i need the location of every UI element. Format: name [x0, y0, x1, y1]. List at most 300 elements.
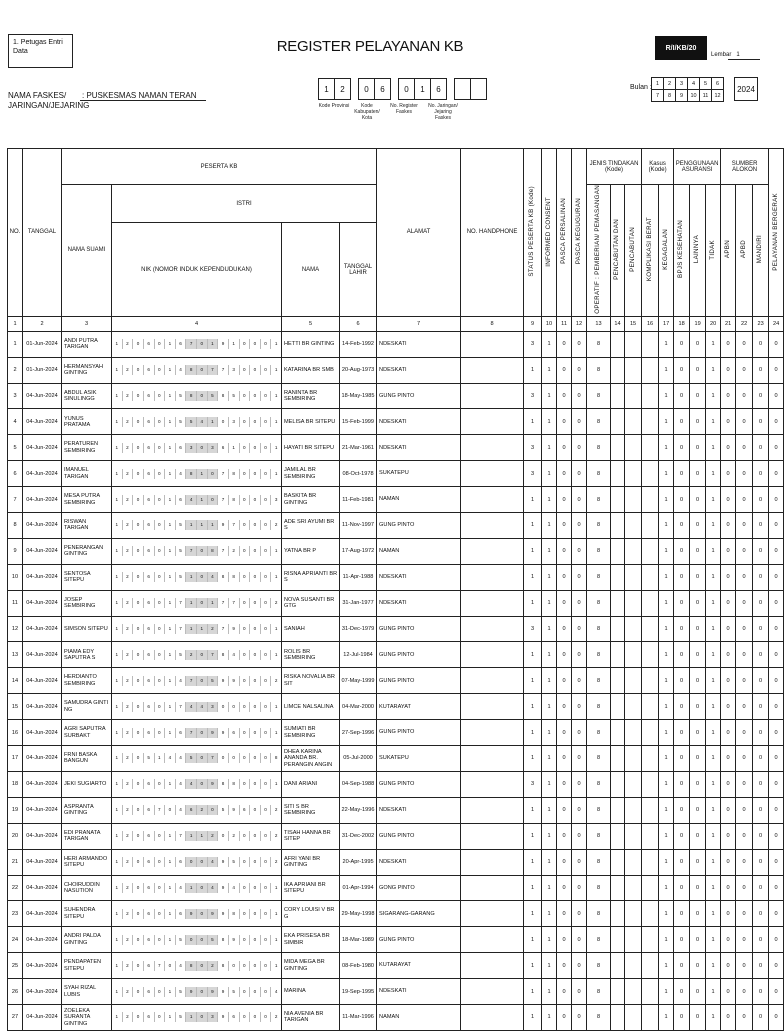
nik-digit: 0	[133, 417, 144, 427]
column-number: 1	[8, 316, 23, 331]
row-value	[611, 383, 625, 409]
row-alamat: NDESKATI	[377, 849, 461, 875]
row-value: 0	[674, 564, 690, 590]
nik-digit: 0	[240, 987, 251, 997]
row-nama-suami: ASPRANTA GINTING	[62, 797, 112, 823]
nik-digit: 1	[186, 624, 197, 634]
row-value: 0	[736, 694, 753, 720]
row-tanggal-lahir: 20-Apr-1995	[340, 849, 377, 875]
nik-digit: 0	[250, 676, 261, 686]
row-value	[625, 979, 642, 1005]
nik-digit: 5	[186, 417, 197, 427]
nik-digit: 0	[133, 702, 144, 712]
nik-digit: 8	[186, 961, 197, 971]
row-value: 0	[572, 720, 587, 746]
nik-digit: 1	[208, 520, 219, 530]
row-value: 8	[587, 538, 611, 564]
row-value	[642, 435, 659, 461]
petugas-entri-box: 1. Petugas Entri Data	[8, 34, 73, 68]
row-value: 0	[557, 875, 572, 901]
nik-digit: 1	[165, 339, 176, 349]
table-row	[8, 901, 784, 927]
col-apbd: APBD	[736, 185, 753, 317]
nik-digit: 1	[274, 626, 278, 632]
row-pelayanan-bergerak: 0	[769, 927, 784, 953]
row-value: 3	[524, 461, 542, 487]
row-value	[611, 642, 625, 668]
nik-digit: 6	[144, 624, 155, 634]
nik-digit: 6	[144, 650, 155, 660]
nik-digit: 0	[133, 883, 144, 893]
row-value: 0	[736, 642, 753, 668]
row-tanggal: 04-Jun-2024	[23, 849, 62, 875]
col-nama: NAMA	[282, 223, 340, 316]
row-value: 1	[524, 746, 542, 772]
nik-digit: 2	[123, 676, 134, 686]
row-alamat: NDESKATI	[377, 435, 461, 461]
row-handphone	[461, 668, 524, 694]
nik-digit: 2	[229, 546, 240, 556]
row-value: 1	[706, 771, 721, 797]
row-tanggal: 04-Jun-2024	[23, 953, 62, 979]
nik-digit: 7	[176, 598, 187, 608]
row-value: 0	[736, 487, 753, 513]
row-value: 0	[753, 979, 769, 1005]
column-number: 19	[690, 316, 706, 331]
nik-digit: 0	[155, 935, 166, 945]
nik-digit: 0	[250, 935, 261, 945]
nik-digit: 1	[112, 469, 123, 479]
nik-digit: 0	[240, 728, 251, 738]
row-handphone	[461, 771, 524, 797]
nik-digit: 4	[176, 779, 187, 789]
nik-digit: 0	[197, 1012, 208, 1022]
nik-digit: 0	[197, 728, 208, 738]
table-row	[8, 746, 784, 772]
row-handphone	[461, 409, 524, 435]
row-tanggal: 04-Jun-2024	[23, 901, 62, 927]
nik-digit: 7	[208, 365, 219, 375]
row-value: 0	[557, 901, 572, 927]
nik-digit: 2	[123, 857, 134, 867]
nik-digit: 0	[197, 909, 208, 919]
nik-digits	[112, 513, 281, 538]
nik-digit: 0	[186, 935, 197, 945]
nik-digit: 0	[133, 365, 144, 375]
nik-digit: 2	[123, 1012, 134, 1022]
row-value: 0	[721, 435, 736, 461]
row-pelayanan-bergerak: 0	[769, 590, 784, 616]
row-nik	[112, 435, 282, 461]
nik-digit: 8	[186, 391, 197, 401]
nik-digit: 7	[218, 546, 229, 556]
row-value	[642, 616, 659, 642]
label-kabupaten: Kode Kabupaten/ Kota	[354, 103, 380, 121]
row-value: 0	[736, 875, 753, 901]
nik-digit: 0	[155, 779, 166, 789]
nik-digit: 2	[274, 833, 278, 839]
nik-digit: 6	[186, 805, 197, 815]
row-value: 0	[572, 823, 587, 849]
faskes-code-digits	[318, 78, 486, 100]
row-value: 0	[674, 513, 690, 539]
nik-digit: 5	[176, 987, 187, 997]
row-value: 1	[524, 668, 542, 694]
row-value: 0	[736, 797, 753, 823]
row-value: 1	[524, 1004, 542, 1030]
nik-digit: 2	[229, 831, 240, 841]
column-number: 3	[62, 316, 112, 331]
row-value: 0	[736, 590, 753, 616]
row-tanggal: 04-Jun-2024	[23, 746, 62, 772]
row-pelayanan-bergerak: 0	[769, 694, 784, 720]
row-value: 8	[587, 513, 611, 539]
row-value: 0	[690, 357, 706, 383]
nik-digit: 7	[218, 469, 229, 479]
nik-digit: 0	[155, 676, 166, 686]
nik-digit: 0	[261, 935, 272, 945]
month-cell: 12	[712, 90, 724, 102]
nik-digit: 0	[155, 443, 166, 453]
row-value	[611, 720, 625, 746]
nik-digit: 9	[218, 987, 229, 997]
nik-digit: 4	[176, 805, 187, 815]
row-value: 1	[659, 331, 674, 357]
row-no: 6	[8, 461, 23, 487]
row-value	[625, 668, 642, 694]
table-row	[8, 435, 784, 461]
nik-digit: 1	[112, 728, 123, 738]
row-no: 9	[8, 538, 23, 564]
nik-digits	[112, 720, 281, 745]
nik-digit: 2	[123, 598, 134, 608]
row-tanggal-lahir: 07-May-1999	[340, 668, 377, 694]
row-value: 0	[690, 590, 706, 616]
row-value: 0	[690, 513, 706, 539]
nik-digit: 0	[261, 650, 272, 660]
row-value: 1	[542, 409, 557, 435]
row-value	[642, 746, 659, 772]
nik-digit: 1	[165, 935, 176, 945]
row-value	[611, 461, 625, 487]
nik-digit: 8	[186, 365, 197, 375]
row-value: 1	[659, 616, 674, 642]
nik-digits	[112, 953, 281, 978]
nik-digit: 1	[208, 417, 219, 427]
nik-digit: 6	[144, 572, 155, 582]
row-nama-suami: ANDRI PALDA GINTING	[62, 927, 112, 953]
row-value: 1	[524, 979, 542, 1005]
table-row	[8, 590, 784, 616]
row-value: 0	[753, 875, 769, 901]
row-value: 1	[706, 590, 721, 616]
table-row	[8, 564, 784, 590]
nik-digit: 1	[274, 470, 278, 476]
nik-digit: 0	[250, 520, 261, 530]
row-value: 1	[524, 590, 542, 616]
row-value	[611, 513, 625, 539]
nik-digit: 1	[155, 753, 166, 763]
row-value	[625, 331, 642, 357]
row-value: 1	[659, 979, 674, 1005]
col-status: STATUS PESERTA KB (Kode)	[524, 149, 542, 317]
row-value: 0	[736, 823, 753, 849]
row-nama-suami: SAMUDRA GINTI NG	[62, 694, 112, 720]
nik-digit: 6	[218, 443, 229, 453]
row-pelayanan-bergerak: 0	[769, 771, 784, 797]
col-komplikasi: KOMPLIKASI BERAT	[642, 185, 659, 317]
nik-digit: 0	[261, 702, 272, 712]
row-nama-istri: NOVA SUSANTI BR GTG	[282, 590, 340, 616]
digit-box: 0	[398, 78, 415, 100]
nik-digit: 0	[155, 987, 166, 997]
nik-digit: 7	[229, 520, 240, 530]
month-cell: 10	[688, 90, 700, 102]
row-value: 0	[721, 797, 736, 823]
row-value: 0	[572, 487, 587, 513]
row-value: 0	[753, 538, 769, 564]
nik-digit: 7	[176, 831, 187, 841]
nik-digit: 0	[155, 831, 166, 841]
bulan-label: Bulan :	[630, 84, 652, 91]
nik-digit: 7	[218, 365, 229, 375]
nik-digit: 4	[176, 365, 187, 375]
nik-digits	[112, 539, 281, 564]
row-value: 1	[659, 383, 674, 409]
nik-digit: 1	[229, 443, 240, 453]
nik-digit: 5	[176, 417, 187, 427]
row-value: 0	[674, 979, 690, 1005]
row-value: 0	[690, 331, 706, 357]
nik-digit: 8	[186, 469, 197, 479]
row-no: 27	[8, 1004, 23, 1030]
digit-box: 0	[358, 78, 375, 100]
nik-digit: 9	[186, 987, 197, 997]
nik-digit: 1	[112, 909, 123, 919]
nik-digit: 1	[165, 883, 176, 893]
row-nama-istri: LIMCE NALSALINA	[282, 694, 340, 720]
row-value: 0	[572, 435, 587, 461]
nik-digit: 1	[112, 520, 123, 530]
row-alamat: GUNG PINTO	[377, 642, 461, 668]
nik-digit: 6	[144, 339, 155, 349]
nik-digit: 0	[261, 909, 272, 919]
row-value: 1	[542, 383, 557, 409]
nik-digit: 5	[176, 546, 187, 556]
row-value	[611, 927, 625, 953]
row-value: 1	[659, 409, 674, 435]
row-value: 0	[736, 953, 753, 979]
row-pelayanan-bergerak: 0	[769, 487, 784, 513]
row-alamat: NDESKATI	[377, 331, 461, 357]
nik-digit: 6	[240, 805, 251, 815]
nik-digit: 1	[112, 417, 123, 427]
nik-digit: 0	[133, 805, 144, 815]
row-alamat: NDESKATI	[377, 590, 461, 616]
row-value: 0	[572, 746, 587, 772]
row-value: 8	[587, 564, 611, 590]
nik-digit: 2	[123, 702, 134, 712]
row-no: 26	[8, 979, 23, 1005]
row-no: 8	[8, 513, 23, 539]
row-alamat: NAMAN	[377, 538, 461, 564]
nik-digits	[112, 927, 281, 952]
row-value: 0	[572, 875, 587, 901]
nik-digit: 1	[112, 935, 123, 945]
nik-digits	[112, 487, 281, 512]
row-nama-istri: HETTI BR GINTING	[282, 331, 340, 357]
row-nik	[112, 771, 282, 797]
row-nama-istri: YATNA BR P	[282, 538, 340, 564]
row-alamat: SUKATEPU	[377, 461, 461, 487]
row-value: 0	[753, 357, 769, 383]
row-value: 0	[572, 901, 587, 927]
nik-digit: 5	[176, 1012, 187, 1022]
row-value	[642, 513, 659, 539]
row-value: 0	[721, 771, 736, 797]
row-alamat: KUTARAYAT	[377, 953, 461, 979]
row-tanggal-lahir: 11-Mar-1996	[340, 1004, 377, 1030]
nik-digit: 0	[197, 676, 208, 686]
row-value: 1	[542, 746, 557, 772]
table-row	[8, 797, 784, 823]
row-value: 1	[659, 461, 674, 487]
row-value: 0	[721, 383, 736, 409]
nik-digit: 8	[274, 755, 278, 761]
row-nama-suami: AGRI SAPUTRA SURBAKT	[62, 720, 112, 746]
row-nama-suami: SENTOSA SITEPU	[62, 564, 112, 590]
row-value: 1	[542, 564, 557, 590]
row-value: 0	[690, 927, 706, 953]
row-value: 0	[572, 927, 587, 953]
row-value: 1	[524, 357, 542, 383]
nik-digit: 0	[261, 857, 272, 867]
row-pelayanan-bergerak: 0	[769, 331, 784, 357]
nik-digit: 4	[176, 883, 187, 893]
row-nama-istri: KATARINA BR SMB	[282, 357, 340, 383]
nik-digit: 9	[218, 857, 229, 867]
row-nik	[112, 357, 282, 383]
row-alamat: GUNG PINTO	[377, 513, 461, 539]
nik-digit: 9	[218, 520, 229, 530]
nik-digit: 7	[218, 598, 229, 608]
row-pelayanan-bergerak: 0	[769, 461, 784, 487]
row-no: 13	[8, 642, 23, 668]
row-no: 24	[8, 927, 23, 953]
row-value: 1	[524, 513, 542, 539]
row-value: 3	[524, 435, 542, 461]
row-alamat: GONG PINTO	[377, 875, 461, 901]
nik-digit: 1	[112, 987, 123, 997]
column-number: 4	[112, 316, 282, 331]
row-value: 1	[659, 668, 674, 694]
row-nama-istri: NIA AVENIA BR TARIGAN	[282, 1004, 340, 1030]
nik-digit: 0	[133, 909, 144, 919]
row-tanggal: 04-Jun-2024	[23, 461, 62, 487]
row-value: 1	[524, 849, 542, 875]
table-row	[8, 616, 784, 642]
nik-digit: 1	[112, 339, 123, 349]
nik-digit: 9	[218, 909, 229, 919]
row-value: 0	[557, 720, 572, 746]
row-handphone	[461, 720, 524, 746]
nik-digit: 0	[250, 443, 261, 453]
row-value: 0	[674, 901, 690, 927]
row-value: 0	[557, 953, 572, 979]
nik-digit: 1	[112, 676, 123, 686]
nik-digit: 0	[186, 857, 197, 867]
nik-digit: 1	[197, 469, 208, 479]
row-value: 0	[721, 901, 736, 927]
nik-digit: 0	[165, 805, 176, 815]
nik-digit: 0	[261, 365, 272, 375]
row-pelayanan-bergerak: 0	[769, 538, 784, 564]
row-value: 8	[587, 927, 611, 953]
nik-digit: 0	[197, 443, 208, 453]
nik-digit: 0	[240, 520, 251, 530]
row-tanggal-lahir: 15-Feb-1999	[340, 409, 377, 435]
nik-digit: 4	[186, 495, 197, 505]
row-value: 0	[736, 331, 753, 357]
row-value: 0	[674, 590, 690, 616]
row-value: 1	[706, 409, 721, 435]
row-value: 1	[659, 435, 674, 461]
row-nama-suami: PERATUREN SEMBIRING	[62, 435, 112, 461]
row-handphone	[461, 616, 524, 642]
row-no: 12	[8, 616, 23, 642]
row-value	[625, 1004, 642, 1030]
row-value: 8	[587, 461, 611, 487]
row-nama-istri: EKA PRISESA BR SIMBIR	[282, 927, 340, 953]
nik-digit: 6	[144, 443, 155, 453]
column-number: 5	[282, 316, 340, 331]
row-value: 8	[587, 616, 611, 642]
row-nama-suami: IMANUEL TARIGAN	[62, 461, 112, 487]
row-tanggal-lahir: 19-Sep-1995	[340, 979, 377, 1005]
nik-digit: 1	[165, 779, 176, 789]
nik-digit: 0	[229, 961, 240, 971]
nik-digit: 9	[218, 339, 229, 349]
row-value: 0	[753, 901, 769, 927]
nik-digit: 8	[229, 469, 240, 479]
row-value: 1	[706, 746, 721, 772]
nik-digit: 1	[112, 753, 123, 763]
nik-digit: 5	[176, 935, 187, 945]
row-nik	[112, 849, 282, 875]
row-alamat: SUKATEPU	[377, 746, 461, 772]
row-no: 3	[8, 383, 23, 409]
nik-digit: 7	[176, 702, 187, 712]
month-cell: 4	[688, 78, 700, 90]
row-value	[642, 1004, 659, 1030]
nik-digit: 5	[208, 935, 219, 945]
row-value	[625, 771, 642, 797]
row-value: 1	[706, 953, 721, 979]
row-value	[642, 642, 659, 668]
row-value: 0	[690, 823, 706, 849]
row-nama-suami: CHOIRUDDIN NASUTION	[62, 875, 112, 901]
nik-digits	[112, 824, 281, 849]
nik-digit: 3	[186, 443, 197, 453]
row-no: 25	[8, 953, 23, 979]
row-value: 1	[706, 642, 721, 668]
row-value: 0	[690, 461, 706, 487]
table-row	[8, 461, 784, 487]
nik-digit: 0	[197, 391, 208, 401]
row-tanggal-lahir: 11-Feb-1981	[340, 487, 377, 513]
row-value: 0	[572, 564, 587, 590]
row-pelayanan-bergerak: 0	[769, 953, 784, 979]
